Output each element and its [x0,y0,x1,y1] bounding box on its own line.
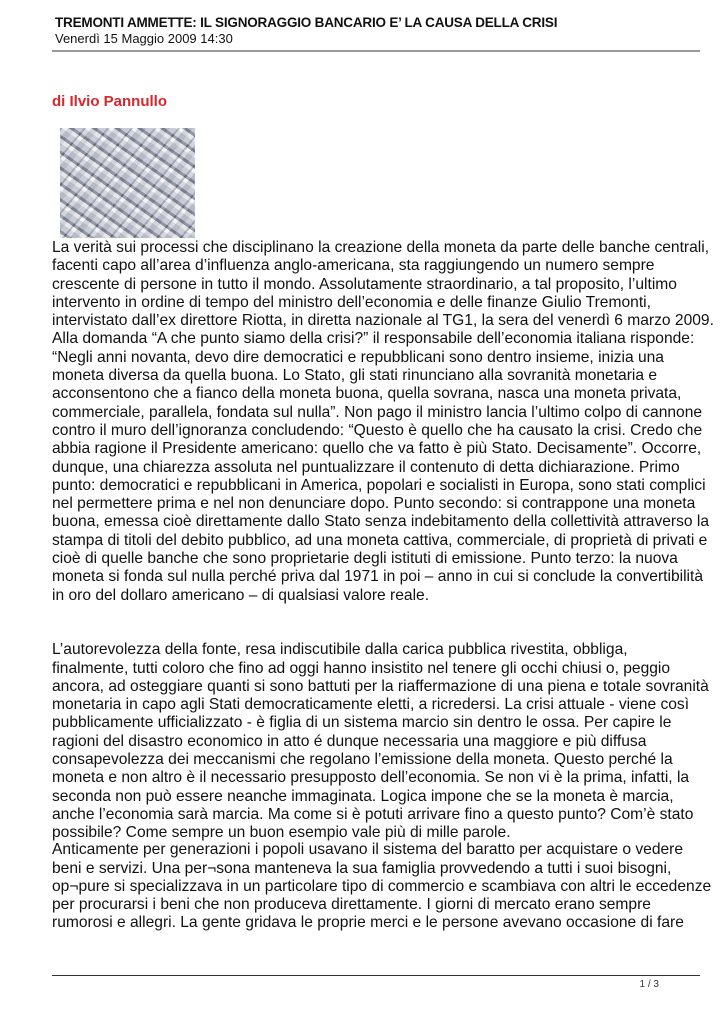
text-line: “Negli anni novanta, devo dire democratici e repubblicani sono dentro insieme, inizia una [52,348,664,366]
text-line: Alla domanda “A che punto siamo della crisi?” il responsabile dell’economia italiana risponde: [52,330,695,348]
text-line: intervento in ordine di tempo del ministro dell’economia e delle finanze Giulio Tremonti, [52,293,651,311]
header-divider [52,50,700,52]
text-line: contro il muro dell’ignoranza concludendo: “Questo è quello che ha causato la crisi. Credo che [52,421,703,439]
page-number: 1 / 3 [639,979,659,990]
text-line: monetaria in capo agli Stati democraticamente eletti, a ricredersi. La crisi attuale - viene così [52,696,690,714]
text-line: possibile? Come sempre un buon esempio vale più di mille parole. [52,824,511,842]
paragraph-3 [52,823,711,933]
text-line: intervistato dall’ex direttore Riotta, in diretta nazionale al TG1, la sera del venerdì 6 marzo 2009. [52,312,714,330]
text-line: moneta si fonda sul nulla perché priva dal 1971 in poi – anno in cui si conclude la convertibilità [52,568,704,586]
paragraph-1 [52,239,714,605]
text-line: beni e servizi. Una per¬sona manteneva la sua famiglia provvedendo a tutti i suoi bisogni, [52,859,672,877]
article-date: Venerdì 15 Maggio 2009 14:30 [55,31,233,46]
text-line: pubblicamente ufficializzato - è figlia di un sistema marcio sin dentro le ossa. Per capire le [52,714,672,732]
article-author: di Ilvio Pannullo [52,93,168,110]
text-line: acconsentono che a fianco della moneta buona, quella sovrana, nasca una moneta privata, [52,385,682,403]
text-line: L’autorevolezza della fonte, resa indiscutibile dalla carica pubblica rivestita, obbliga, [52,641,628,659]
text-line: anche l’economia sarà marcia. Ma come si è potuti arrivare fino a questo punto? Com’è stato [52,805,694,823]
paragraph-2 [52,623,709,843]
text-line: cioè di quelle banche che sono proprietarie degli istituti di emissione. Punto terzo: la nuova [52,550,678,568]
text-line: abbia ragione il Presidente americano: quello che va fatto è più Stato. Decisamente”. Occorre, [52,440,702,458]
text-line [52,823,711,841]
text-line: in oro del dollaro americano – di qualsiasi valore reale. [52,586,430,604]
text-line: La verità sui processi che disciplinano la creazione della moneta da parte delle banche centrali, [52,239,710,256]
text-line: seconda non può essere neanche immaginata. Logica impone che se la moneta è marcia, [52,787,674,805]
text-line: nel permettere prima e nel non denunciare dopo. Punto secondo: si contrappone una moneta [52,495,696,513]
text-line: per procurarsi i beni che non produceva direttamente. I giorni di mercato erano sempre [52,896,651,914]
text-line: crescente di persone in tutto il mondo. Assolutamente straordinario, a tal proposito, l’ultimo [52,275,677,293]
text-line: moneta e non altro è il necessario presupposto dell’economia. Se non vi è la prima, infatti, la [52,769,690,787]
footer-divider [52,975,700,976]
money-photo [60,128,195,238]
text-line: moneta diversa da quella buona. Lo Stato, gli stati rinunciano alla sovranità monetaria e [52,367,658,385]
text-line: ragioni del disastro economico in atto é dunque necessaria una maggiore e più diffusa [52,732,647,750]
text-line: dunque, una chiarezza assoluta nel puntualizzare il contenuto di detta dichiarazione. Primo [52,458,680,476]
text-line: rumorosi e allegri. La gente gridava le proprie merci e le persone avevano occasione di fare [52,914,684,932]
text-line: Anticamente per generazioni i popoli usavano il sistema del baratto per acquistare o vedere [52,841,684,859]
text-line: finalmente, tutti coloro che fino ad oggi hanno insistito nel tenere gli occhi chiusi o, peggio [52,659,671,677]
text-line: ancora, ad osteggiare quanti si sono battuti per la riaffermazione di una piena e totale sovranità [52,677,709,695]
text-line: facenti capo all’area d’influenza anglo-americana, sta raggiungendo un numero sempre [52,257,655,275]
text-line: consapevolezza dei meccanismi che regolano l’emissione della moneta. Questo perché la [52,751,673,769]
text-line: buona, emessa cioè direttamente dallo Stato senza indebitamento della collettività attraverso la [52,513,710,531]
article-title: TREMONTI AMMETTE: IL SIGNORAGGIO BANCARIO E’ LA CAUSA DELLA CRISI [55,15,558,30]
text-line: op¬pure si specializzava in un particolare tipo di commercio e scambiava con altri le eccedenze [52,877,712,895]
text-line [52,623,709,641]
text-line: stampa di titoli del debito pubblico, ad una moneta cattiva, commerciale, di proprietà di privati e [52,531,708,549]
text-line: punto: democratici e repubblicani in America, popolari e socialisti in Europa, sono stati complici [52,476,706,494]
text-line: commerciale, parallela, fondata sul nulla”. Non pago il ministro lancia l’ultimo colpo di cannone [52,403,703,421]
